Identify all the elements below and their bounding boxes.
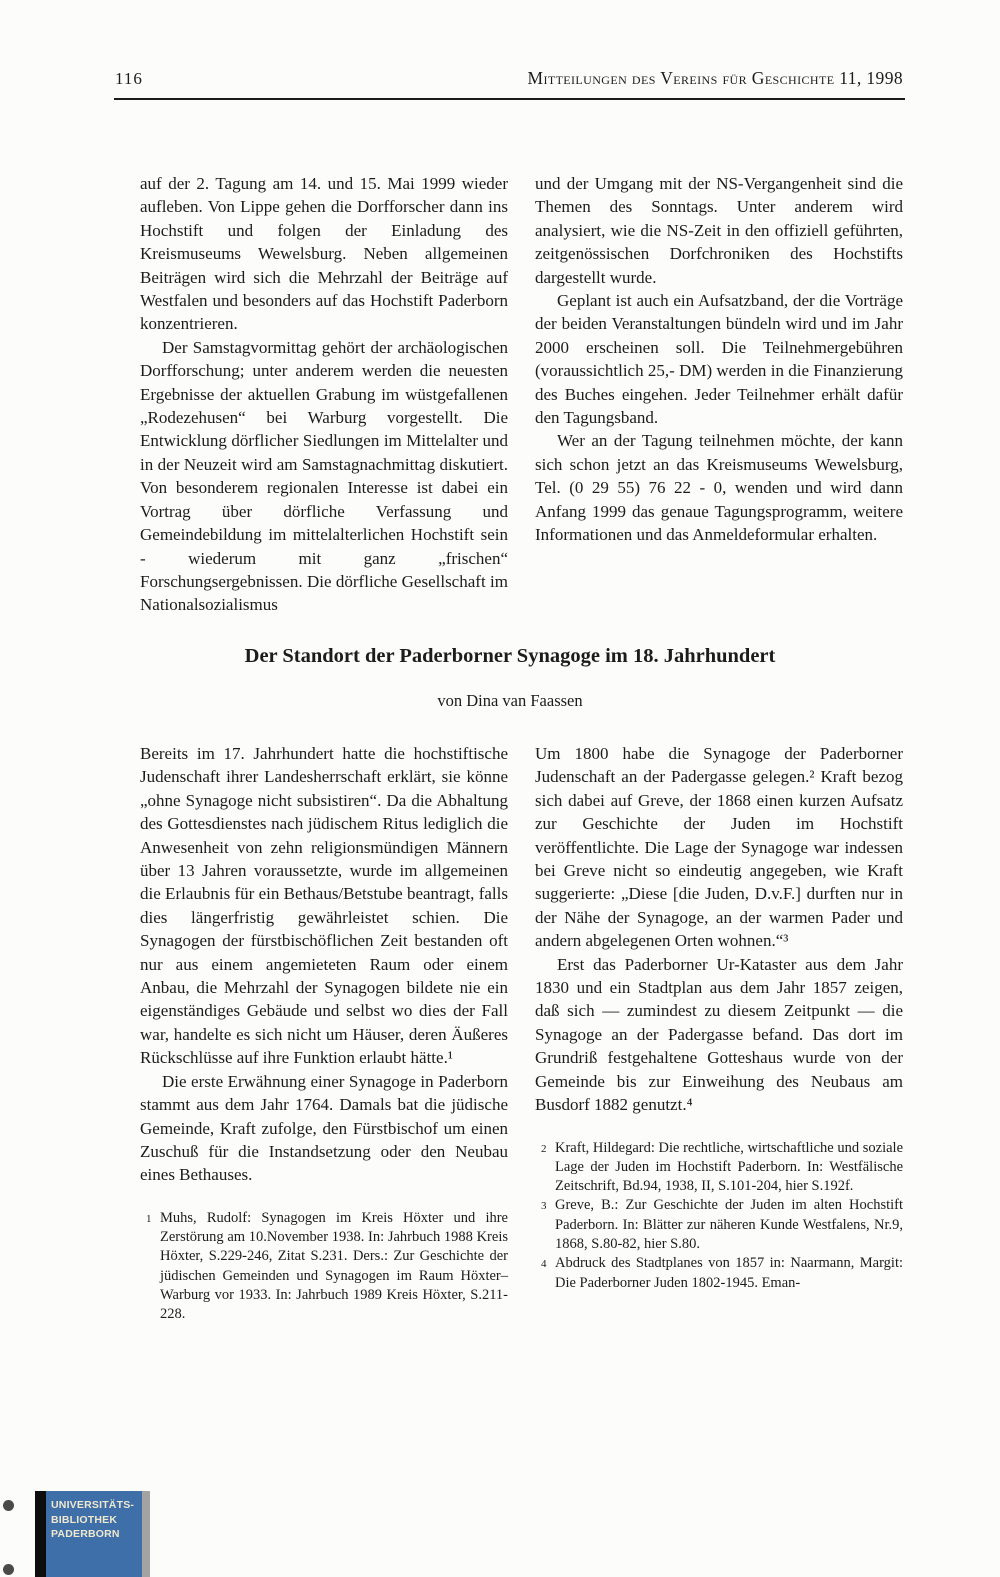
footnote-marker: 1 (146, 1212, 152, 1225)
library-stamp-line: PADERBORN (51, 1528, 120, 1540)
article-byline: von Dina van Faassen (437, 691, 583, 710)
library-stamp-line: UNIVERSITÄTS- (51, 1499, 135, 1511)
article-left-column (140, 742, 508, 1325)
continuation-left-column (140, 172, 508, 617)
footnote-text: Greve, B.: Zur Geschichte der Juden im alten Hochstift Paderborn. In: Blätter zur näheren Kunde Westfalens, Nr.9, 1868, S.80-82, hier S.80. (555, 1197, 903, 1252)
body-paragraph: Erst das Paderborner Ur-Kataster aus dem Jahr 1830 und ein Stadtplan aus dem Jahr 1857 zeigen, daß sich — zumindest zu diesem Zeitpunkt — die Synagoge an der Padergasse befand. Das dort im Grundriß festgehaltene Gotteshaus wurde von der Gemeinde bis zur Einweihung des Neubaus am Busdorf 1882 genutzt.⁴ (535, 954, 903, 1115)
continuation-right-column (535, 172, 903, 547)
footnote-marker: 4 (541, 1258, 547, 1271)
library-stamp (46, 1491, 142, 1577)
body-paragraph: Der Samstagvormittag gehört der archäologischen Dorfforschung; unter anderem werden die neuesten Ergebnisse der aktuellen Grabung im wüstgefallenen „Rodezehusen“ bei Warburg vorgestellt. Die Entwicklung dörflicher Siedlungen im Mittelalter und in der Neuzeit wird am Samstagnachmittag diskutiert. Von besonderem regionalen Interesse ist dabei ein Vortrag über dörfliche Verfassung und Gemeindebildung im mittelalterlichen Hochstift sein - wiederum mit ganz „frischen“ Forschungsergebnissen. Die dörfliche Gesellschaft im Nationalsozialismus (140, 337, 508, 615)
footnote-marker: 2 (541, 1142, 547, 1155)
body-paragraph: und der Umgang mit der NS-Vergangenheit sind die Themen des Sonntags. Unter anderem wird analysiert, wie die NS-Zeit in den offiziell geführten, zeitgenössischen Dorfchroniken des Hochstifts dargestellt wurde. (535, 174, 903, 287)
footnote-text: Abdruck des Stadtplanes von 1857 in: Naarmann, Margit: Die Paderborner Juden 1802-1945. Eman- (555, 1255, 903, 1291)
punch-hole (3, 1564, 14, 1575)
library-stamp-line: BIBLIOTHEK (51, 1513, 118, 1526)
footnote-text: Kraft, Hildegard: Die rechtliche, wirtschaftliche und soziale Lage der Juden im Hochstift Paderborn. In: Westfälische Zeitschrift, Bd.94, 1938, II, S.101-204, hier S.192f. (555, 1139, 903, 1195)
footnote (535, 1254, 903, 1293)
scan-edge-shadow (142, 1491, 150, 1577)
footnote (535, 1196, 903, 1254)
scan-edge-bar (35, 1491, 46, 1577)
footnotes-left (140, 1209, 508, 1325)
body-paragraph: auf der 2. Tagung am 14. und 15. Mai 1999 wieder aufleben. Von Lippe gehen die Dorfforscher dann ins Hochstift und folgen der Einladung des Kreismuseums Wewelsburg. Neben allgemeinen Beiträgen wird sich die Mehrzahl der Beiträge auf Westfalen und besonders auf das Hochstift Paderborn konzentrieren. (140, 174, 508, 334)
journal-header-title: Mitteilungen des Vereins für Geschichte 11, 1998 (527, 68, 903, 88)
body-paragraph: Die erste Erwähnung einer Synagoge in Paderborn stammt aus dem Jahr 1764. Damals bat die jüdische Gemeinde, Kraft zufolge, den Fürstbischof um einen Zuschuß für die Instandsetzung oder den Neubau eines Bethauses. (140, 1071, 508, 1185)
article-title: Der Standort der Paderborner Synagoge im 18. Jahrhundert (244, 645, 776, 667)
body-paragraph: Geplant ist auch ein Aufsatzband, der die Vorträge der beiden Veranstaltungen bündeln wird und im Jahr 2000 erscheinen soll. Die Teilnehmergebühren (voraussichtlich 25,- DM) werden in die Finanzierung des Buches eingehen. Jeder Teilnehmer erhält dafür den Tagungsband. (535, 291, 903, 428)
footnote (140, 1209, 508, 1325)
footnotes-right (535, 1139, 903, 1293)
body-paragraph: Wer an der Tagung teilnehmen möchte, der kann sich schon jetzt an das Kreismuseums Wewelsburg, Tel. (0 29 55) 76 22 - 0, wenden und wird dann Anfang 1999 das genaue Tagungsprogramm, weitere Informationen und das Anmeldeformular erhalten. (535, 431, 903, 545)
article-right-column (535, 742, 903, 1293)
footnote-marker: 3 (541, 1200, 547, 1213)
footnote-text: Muhs, Rudolf: Synagogen im Kreis Höxter und ihre Zerstörung am 10.November 1938. In: Jahrbuch 1988 Kreis Höxter, S.229-246, Zitat S.231. Ders.: Zur Geschichte der jüdischen Gemeinden und Synagogen im Raum Höxter–Warburg vor 1933. In: Jahrbuch 1989 Kreis Höxter, S.211-228. (160, 1209, 508, 1323)
header-rule (114, 98, 905, 100)
footnote (535, 1139, 903, 1197)
body-paragraph: Um 1800 habe die Synagoge der Paderborner Judenschaft an der Padergasse gelegen.² Kraft bezog sich dabei auf Greve, der 1868 einen kurzen Aufsatz zur Geschichte der Juden im Hochstift veröffentlichte. Die Lage der Synagoge war indessen bei Greve nicht so eindeutig angegeben, wie Kraft suggerierte: „Diese [die Juden, D.v.F.] durften nur in der Nähe der Synagoge, an der warmen Pader und andern abgelegenen Orten wohnen.“³ (535, 744, 903, 951)
page-number: 116 (115, 69, 143, 88)
punch-hole (3, 1500, 14, 1511)
body-paragraph: Bereits im 17. Jahrhundert hatte die hochstiftische Judenschaft ihrer Landesherrschaft erklärt, sie könne „ohne Synagoge nicht subsistiren“. Da die Abhaltung des Gottesdienstes nach jüdischem Ritus lediglich die Anwesenheit von zehn religionsmündigen Männern über 13 Jahren voraussetzte, wurde im allgemeinen die Erlaubnis für ein Bethaus/Betstube beantragt, falls dies längerfristig gewährleistet schien. Die Synagogen der fürstbischöflichen Zeit bestanden oft nur aus einem angemieteten Raum oder einem Anbau, die Mehrzahl der Synagogen bildete nie ein eigenständiges Gebäude und selbst wo dies der Fall war, handelte es sich nicht um Häuser, deren Äußeres Rückschlüsse auf ihre Funktion erlaubt hätte.¹ (140, 744, 508, 1068)
